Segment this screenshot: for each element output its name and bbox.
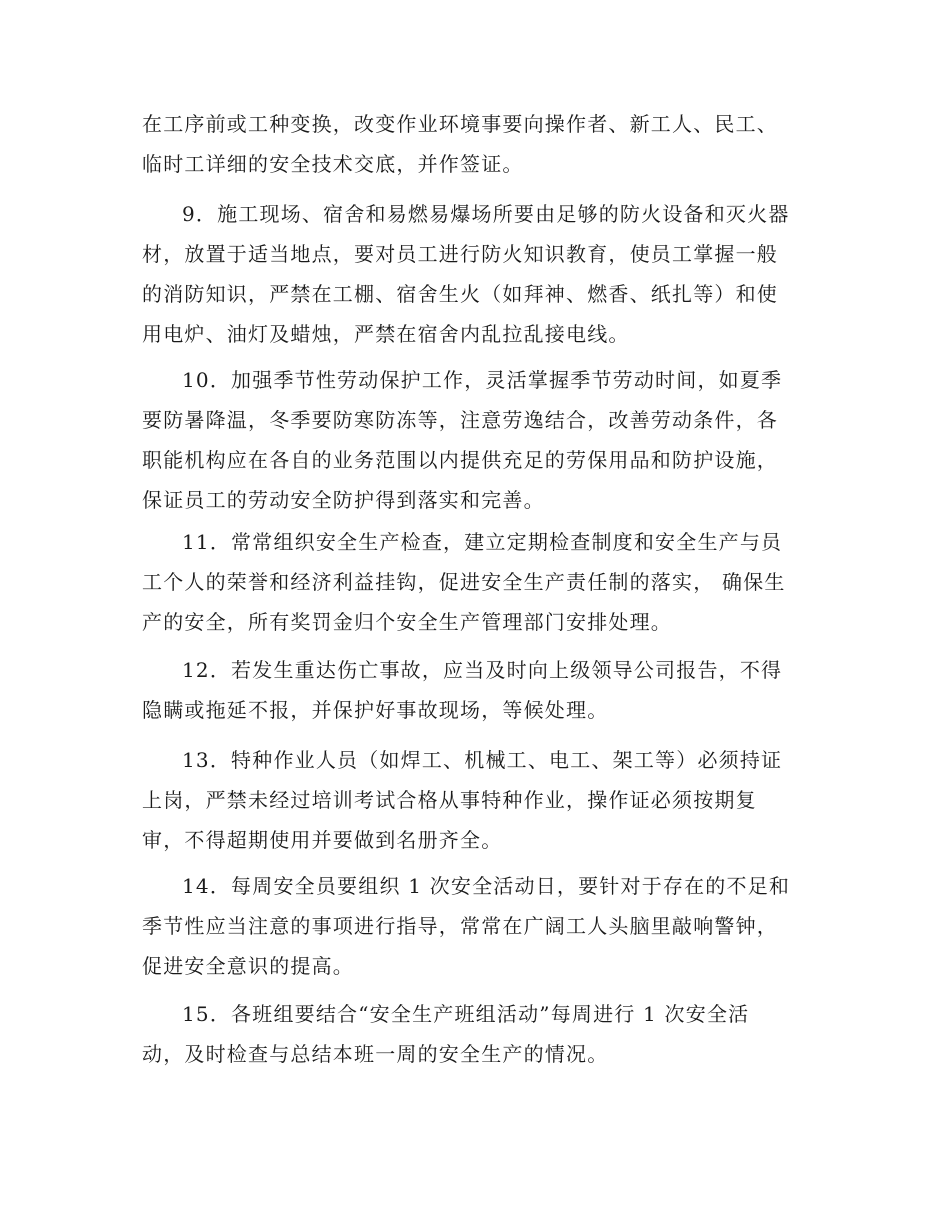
paragraph-10: [142, 360, 822, 520]
paragraph-line: 产的安全，所有奖罚金归个安全生产管理部门安排处理。: [142, 610, 672, 634]
paragraph-line: 动，及时检查与总结本班一周的安全生产的情况。: [142, 1042, 609, 1066]
paragraph-line: 材，放置于适当地点，要对员工进行防火知识教育，使员工掌握一般: [142, 242, 778, 266]
paragraph-11: [142, 522, 822, 642]
paragraph-line: 用电炉、油灯及蜡烛，严禁在宿舍内乱拉乱接电线。: [142, 322, 630, 346]
paragraph-line: 职能机构应在各自的业务范围以内提供充足的劳保用品和防护设施，: [142, 448, 778, 472]
paragraph-line: 13．特种作业人员（如焊工、机械工、电工、架工等）必须持证: [182, 748, 783, 772]
paragraph-line: 工个人的荣誉和经济利益挂钩，促进安全生产责任制的落实， 确保生: [142, 570, 786, 594]
paragraph-8-continued: [142, 104, 822, 184]
paragraph-line: 保证员工的劳动安全防护得到落实和完善。: [142, 488, 545, 512]
paragraph-9: [142, 194, 822, 354]
paragraph-line: 季节性应当注意的事项进行指导，常常在广阔工人头脑里敲响警钟，: [142, 914, 778, 938]
paragraph-line: 12．若发生重达伤亡事故，应当及时向上级领导公司报告，不得: [182, 658, 783, 682]
paragraph-line: 上岗，严禁未经过培训考试合格从事特种作业，操作证必须按期复: [142, 788, 757, 812]
paragraph-15: [142, 994, 822, 1074]
paragraph-line: 15．各班组要结合“安全生产班组活动”每周进行 1 次安全活: [182, 1002, 750, 1026]
paragraph-14: [142, 866, 822, 986]
paragraph-line: 11．常常组织安全生产检查，建立定期检查制度和安全生产与员: [182, 530, 783, 554]
paragraph-13: [142, 740, 822, 860]
paragraph-line: 临时工详细的安全技术交底，并作签证。: [142, 152, 524, 176]
paragraph-line: 9．施工现场、宿舍和易燃易爆场所要由足够的防火设备和灭火器: [182, 202, 790, 226]
paragraph-line: 促进安全意识的提高。: [142, 954, 354, 978]
paragraph-line: 的消防知识，严禁在工棚、宿舍生火（如拜神、燃香、纸扎等）和使: [142, 282, 778, 306]
paragraph-line: 14．每周安全员要组织 1 次安全活动日，要针对于存在的不足和: [182, 874, 791, 898]
paragraph-line: 在工序前或工种变换，改变作业环境事要向操作者、新工人、民工、: [142, 112, 778, 136]
paragraph-line: 隐瞒或拖延不报，并保护好事故现场，等候处理。: [142, 698, 609, 722]
paragraph-line: 要防暑降温，冬季要防寒防冻等，注意劳逸结合，改善劳动条件，各: [142, 408, 778, 432]
paragraph-12: [142, 650, 822, 730]
paragraph-line: 审，不得超期使用并要做到名册齐全。: [142, 828, 503, 852]
paragraph-line: 10．加强季节性劳动保护工作，灵活掌握季节劳动时间，如夏季: [182, 368, 783, 392]
